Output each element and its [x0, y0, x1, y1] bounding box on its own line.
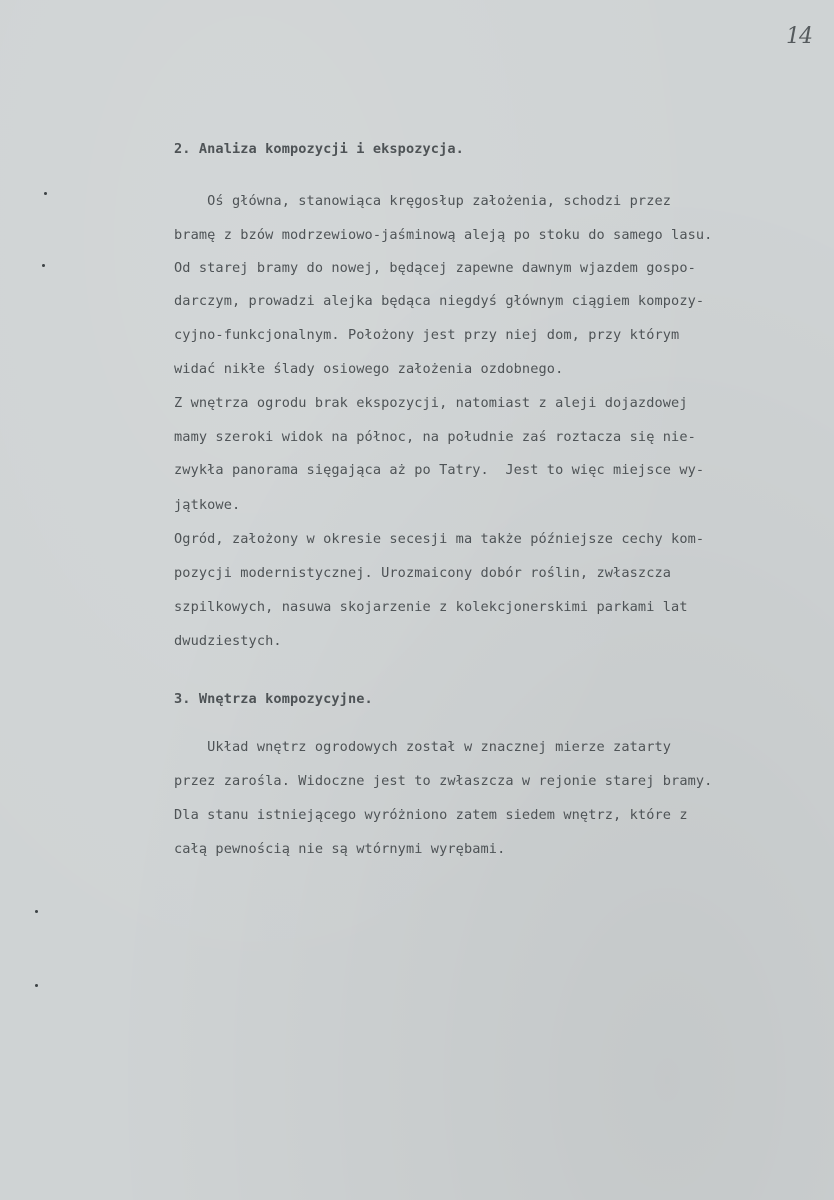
page-number: 14	[786, 24, 812, 49]
text-line: pozycji modernistycznej. Urozmaicony dobór roślin, zwłaszcza	[174, 565, 672, 581]
text-line: zwykła panorama sięgająca aż po Tatry. Jest to więc miejsce wy-	[174, 462, 705, 478]
text-line: Z wnętrza ogrodu brak ekspozycji, natomiast z aleji dojazdowej	[174, 395, 688, 411]
margin-mark	[44, 192, 47, 195]
text-line: darczym, prowadzi alejka będąca niegdyś głównym ciągiem kompozy-	[174, 293, 705, 309]
text-line: Od starej bramy do nowej, będącej zapewne dawnym wjazdem gospo-	[174, 260, 696, 276]
text-line: szpilkowych, nasuwa skojarzenie z kolekcjonerskimi parkami lat	[174, 599, 688, 615]
text-line: jątkowe.	[174, 497, 241, 513]
text-line: cyjno-funkcjonalnym. Położony jest przy niej dom, przy którym	[174, 327, 680, 343]
section-3-heading: 3. Wnętrza kompozycyjne.	[174, 691, 373, 707]
text-line: Układ wnętrz ogrodowych został w znacznej mierze zatarty	[174, 739, 672, 755]
text-line: dwudziestych.	[174, 633, 282, 649]
section-2-heading: 2. Analiza kompozycji i ekspozycja.	[174, 141, 464, 157]
text-line: widać nikłe ślady osiowego założenia ozdobnego.	[174, 361, 564, 377]
margin-mark	[42, 264, 45, 267]
text-line: przez zarośla. Widoczne jest to zwłaszcza w rejonie starej bramy.	[174, 773, 713, 789]
text-line: mamy szeroki widok na północ, na południe zaś roztacza się nie-	[174, 429, 696, 445]
text-line: Oś główna, stanowiąca kręgosłup założenia, schodzi przez	[174, 193, 672, 209]
text-line: Ogród, założony w okresie secesji ma także późniejsze cechy kom-	[174, 531, 705, 547]
margin-mark	[35, 910, 38, 913]
text-line: bramę z bzów modrzewiowo-jaśminową aleją po stoku do samego lasu.	[174, 227, 713, 243]
text-line: Dla stanu istniejącego wyróżniono zatem siedem wnętrz, które z	[174, 807, 688, 823]
margin-mark	[35, 984, 38, 987]
text-line: całą pewnością nie są wtórnymi wyrębami.	[174, 841, 506, 857]
